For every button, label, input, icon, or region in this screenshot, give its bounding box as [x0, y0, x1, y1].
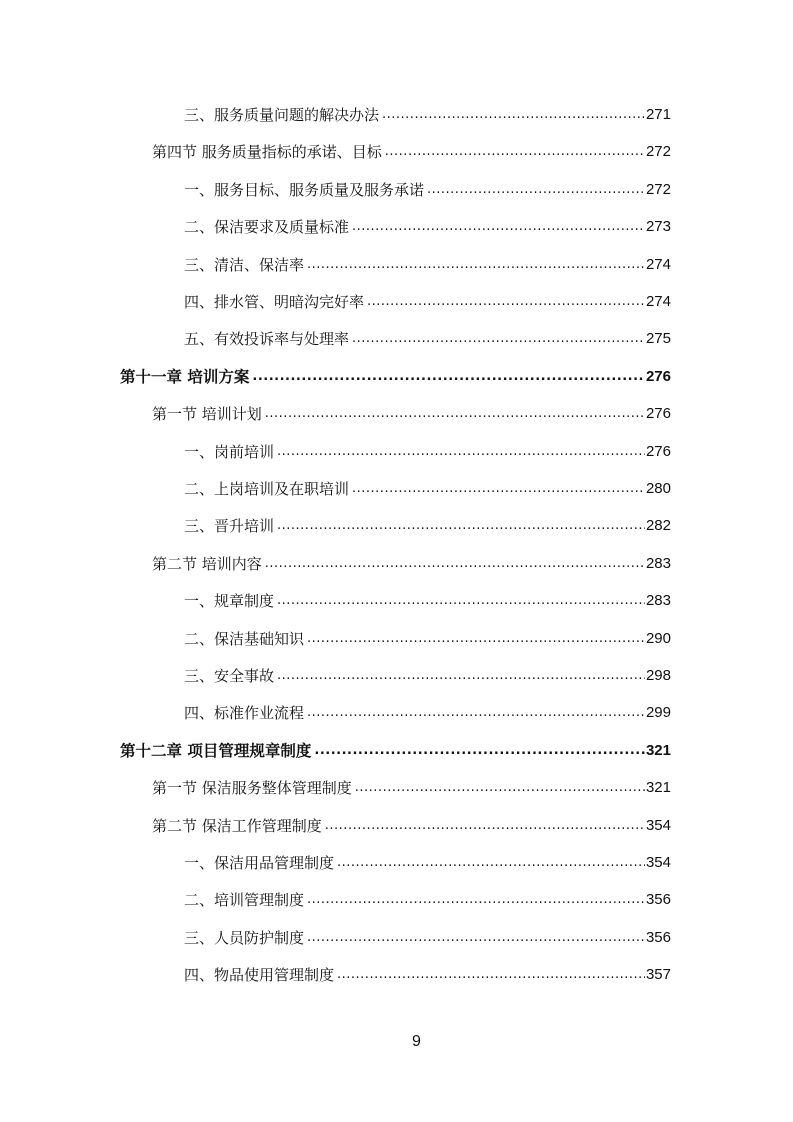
dot-leader [277, 516, 645, 536]
toc-entry-title: 第一节 培训计划 [152, 405, 262, 424]
toc-entry-title: 五、有效投诉率与处理率 [184, 330, 350, 349]
toc-entry[interactable] [184, 213, 671, 237]
dot-leader [325, 816, 645, 836]
toc-entry[interactable] [184, 512, 671, 536]
toc-entry[interactable] [184, 924, 671, 948]
toc-entry-page: 282 [645, 517, 671, 535]
toc-entry-title: 第二节 保洁工作管理制度 [152, 816, 322, 835]
dot-leader [385, 142, 645, 162]
toc-entry-title: 二、培训管理制度 [184, 891, 305, 910]
dot-leader [352, 217, 645, 237]
dot-leader [367, 292, 645, 312]
dot-leader [337, 965, 645, 985]
toc-entry-title: 一、服务目标、服务质量及服务承诺 [184, 180, 425, 199]
toc-entry-page: 272 [645, 143, 671, 161]
toc-entry-page: 275 [645, 330, 671, 348]
toc-entry-title: 二、保洁基础知识 [184, 629, 305, 648]
toc-entry[interactable] [184, 849, 671, 873]
toc-entry[interactable] [152, 812, 671, 836]
toc-entry-title: 三、晋升培训 [184, 517, 275, 536]
toc-entry-title: 三、清洁、保洁率 [184, 255, 305, 274]
toc-entry[interactable] [184, 176, 671, 200]
toc-entry[interactable] [184, 587, 671, 611]
toc-entry-page: 272 [645, 180, 671, 198]
dot-leader [352, 479, 645, 499]
toc-entry-page: 276 [645, 405, 671, 423]
dot-leader [265, 404, 645, 424]
toc-entry-title: 一、保洁用品管理制度 [184, 854, 335, 872]
toc-entry-title: 一、岗前培训 [184, 442, 275, 461]
toc-entry-page: 354 [645, 854, 671, 871]
toc-entry-page: 321 [645, 741, 671, 759]
toc-entry-title: 第十一章 培训方案 [120, 367, 250, 386]
toc-entry-page: 280 [645, 480, 671, 497]
toc-entry-title: 四、排水管、明暗沟完好率 [184, 293, 365, 311]
toc-entry-page: 273 [645, 218, 671, 236]
toc-entry-page: 354 [645, 816, 671, 834]
toc-entry-title: 第四节 服务质量指标的承诺、目标 [152, 143, 382, 162]
toc-entry[interactable] [184, 475, 671, 499]
toc-entry[interactable] [152, 138, 671, 162]
dot-leader [427, 180, 645, 200]
toc-entry-page: 276 [645, 442, 671, 460]
dot-leader [252, 367, 645, 387]
toc-entry[interactable] [184, 251, 671, 275]
toc-chapter-entry[interactable] [120, 363, 671, 387]
dot-leader [307, 703, 645, 723]
toc-entry[interactable] [152, 550, 671, 574]
dot-leader [265, 554, 645, 574]
toc-entry-page: 283 [645, 554, 671, 572]
dot-leader [307, 890, 645, 910]
dot-leader [337, 853, 645, 873]
dot-leader [277, 591, 645, 611]
toc-entry-page: 356 [645, 891, 671, 909]
dot-leader [382, 105, 645, 125]
toc-entry-title: 第一节 保洁服务整体管理制度 [152, 779, 352, 798]
toc-entry-title: 三、安全事故 [184, 667, 275, 685]
toc-chapter-entry[interactable] [120, 737, 671, 761]
toc-entry-title: 三、人员防护制度 [184, 928, 305, 947]
toc-entry-page: 274 [645, 255, 671, 273]
dot-leader [307, 255, 645, 275]
toc-entry[interactable] [184, 625, 671, 649]
toc-entry-page: 299 [645, 704, 671, 722]
toc-entry-title: 二、保洁要求及质量标准 [184, 218, 350, 237]
toc-entry-page: 271 [645, 106, 671, 123]
toc-entry-title: 一、规章制度 [184, 592, 275, 611]
toc-entry[interactable] [152, 400, 671, 424]
toc-entry-page: 290 [645, 629, 671, 647]
toc-entry-page: 356 [645, 928, 671, 946]
dot-leader [314, 741, 645, 761]
dot-leader [307, 928, 645, 948]
toc-entry[interactable] [184, 288, 671, 312]
toc-entry-page: 276 [645, 367, 671, 385]
toc-entry-title: 三、服务质量问题的解决办法 [184, 106, 380, 124]
toc-entry-page: 321 [645, 779, 671, 797]
toc-entry[interactable] [184, 699, 671, 723]
toc-entry-title: 第二节 培训内容 [152, 554, 262, 573]
toc-entry[interactable] [184, 886, 671, 910]
toc-entry-page: 274 [645, 293, 671, 310]
dot-leader [277, 666, 645, 686]
page-number: 9 [412, 1033, 421, 1050]
toc-entry-page: 357 [645, 966, 671, 984]
toc-entry[interactable] [184, 101, 671, 125]
toc-entry-title: 四、物品使用管理制度 [184, 966, 335, 985]
dot-leader [355, 778, 645, 798]
toc-entry-title: 第十二章 项目管理规章制度 [120, 741, 312, 760]
toc-entry-page: 298 [645, 667, 671, 684]
dot-leader [352, 329, 645, 349]
toc-entry[interactable] [184, 662, 671, 686]
toc-entry-title: 二、上岗培训及在职培训 [184, 480, 350, 498]
toc-entry[interactable] [184, 325, 671, 349]
toc-entry-title: 四、标准作业流程 [184, 704, 305, 723]
dot-leader [277, 442, 645, 462]
toc-entry-page: 283 [645, 592, 671, 610]
toc-entry[interactable] [152, 774, 671, 798]
dot-leader [307, 629, 645, 649]
toc-entry[interactable] [184, 961, 671, 985]
toc-entry[interactable] [184, 438, 671, 462]
